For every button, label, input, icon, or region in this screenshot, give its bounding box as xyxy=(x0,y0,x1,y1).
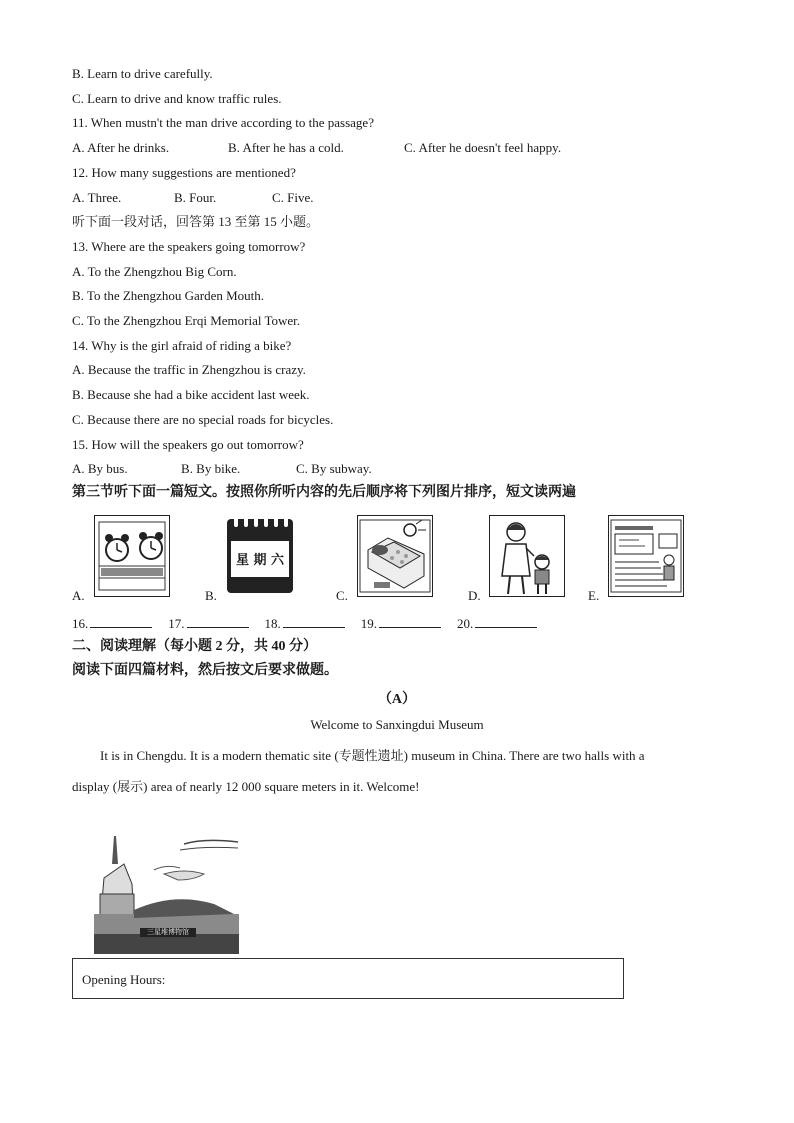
museum-sign: 三星堆博物馆 xyxy=(147,928,189,936)
q10-option-b: B. Learn to drive carefully. xyxy=(72,66,213,81)
reading-instruction: 阅读下面四篇材料，然后按文后要求做题。 xyxy=(72,663,338,678)
q14-option-c: C. Because there are no special roads for bicycles. xyxy=(72,412,334,427)
q15-option-c: C. By subway. xyxy=(296,461,372,476)
q14-option-a: A. Because the traffic in Zhengzhou is crazy. xyxy=(72,362,306,377)
picture-classroom xyxy=(608,515,684,597)
q12-option-c: C. Five. xyxy=(272,190,314,205)
passage-a-line2: display (展示) area of nearly 12 000 square meters in it. Welcome! xyxy=(72,779,420,794)
q11-option-c: C. After he doesn't feel happy. xyxy=(404,140,562,155)
picture-label-d: D. xyxy=(468,588,481,603)
passage-a-line1: It is in Chengdu. It is a modern thematic site (专题性遗址) museum in China. There are two halls with a xyxy=(100,748,645,763)
q13-option-b: B. To the Zhengzhou Garden Mouth. xyxy=(72,288,265,303)
q12-option-a: A. Three. xyxy=(72,190,122,205)
reading-title: 二、阅读理解（每小题 2 分，共 40 分） xyxy=(72,639,317,654)
opening-hours-label: Opening Hours: xyxy=(82,972,166,987)
passage-a-label: （A） xyxy=(377,692,417,707)
picture-label-e: E. xyxy=(588,588,600,603)
blank-19[interactable] xyxy=(379,615,441,628)
q13-question: 13. Where are the speakers going tomorrow? xyxy=(72,239,306,254)
q11-option-b: B. After he has a cold. xyxy=(228,140,344,155)
dialogue-instruction: 听下面一段对话，回答第 13 至第 15 小题。 xyxy=(72,214,320,229)
section3-title: 第三节听下面一篇短文。按照你所听内容的先后顺序将下列图片排序，短文读两遍 xyxy=(72,485,576,500)
q10-option-c: C. Learn to drive and know traffic rules. xyxy=(72,91,282,106)
q13-option-c: C. To the Zhengzhou Erqi Memorial Tower. xyxy=(72,313,301,328)
picture-label-b: B. xyxy=(205,588,217,603)
q14-option-b: B. Because she had a bike accident last week. xyxy=(72,387,310,402)
blank-20[interactable] xyxy=(475,615,537,628)
blank-label-20: 20. xyxy=(457,616,474,631)
opening-hours-box xyxy=(72,958,624,999)
q14-question: 14. Why is the girl afraid of riding a bike? xyxy=(72,338,292,353)
q11-question: 11. When mustn't the man drive according to the passage? xyxy=(72,115,374,130)
answer-blanks-row xyxy=(72,615,553,632)
q12-question: 12. How many suggestions are mentioned? xyxy=(72,165,296,180)
blank-label-19: 19. xyxy=(360,616,377,631)
q15-option-a: A. By bus. xyxy=(72,461,128,476)
picture-label-a: A. xyxy=(72,588,85,603)
picture-bed xyxy=(357,515,433,597)
q15-option-b: B. By bike. xyxy=(181,461,241,476)
q15-options xyxy=(72,461,372,477)
q12-options xyxy=(72,190,314,206)
q13-option-a: A. To the Zhengzhou Big Corn. xyxy=(72,264,237,279)
blank-17[interactable] xyxy=(187,615,249,628)
museum-photo xyxy=(94,834,239,954)
calendar-text: 星 期 六 xyxy=(235,553,285,568)
blank-16[interactable] xyxy=(90,615,152,628)
picture-label-c: C. xyxy=(336,588,348,603)
passage-a-title: Welcome to Sanxingdui Museum xyxy=(310,717,484,732)
q11-option-a: A. After he drinks. xyxy=(72,140,170,155)
blank-label-17: 17. xyxy=(168,616,185,631)
q12-option-b: B. Four. xyxy=(174,190,217,205)
blank-label-18: 18. xyxy=(264,616,281,631)
picture-calendar xyxy=(225,515,295,595)
q15-question: 15. How will the speakers go out tomorrow? xyxy=(72,437,304,452)
picture-alarm-clocks xyxy=(94,515,170,597)
q11-options xyxy=(72,140,561,156)
blank-18[interactable] xyxy=(283,615,345,628)
blank-label-16: 16. xyxy=(72,616,89,631)
picture-mother-child xyxy=(489,515,565,597)
